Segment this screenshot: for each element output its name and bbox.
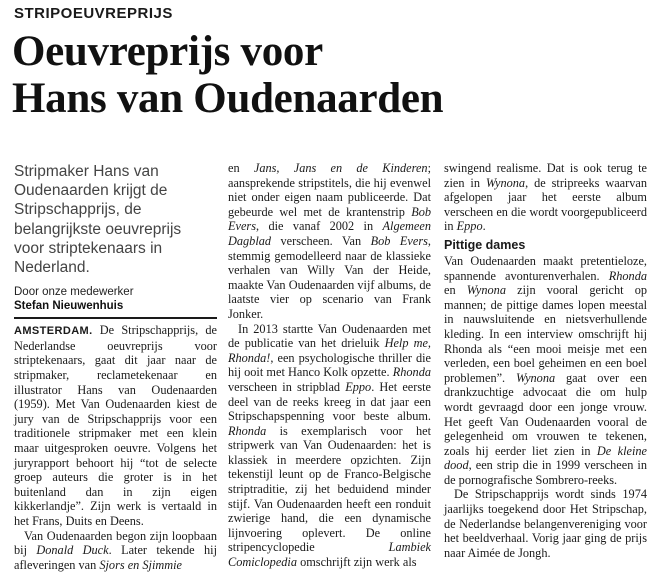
byline-author: Stefan Nieuwenhuis [14,300,124,313]
title-italic: Wynona [515,370,556,385]
title-italic: Lambiek Comiclopedia [228,540,431,570]
intro-line: Oudenaarden krijgt de [14,182,168,200]
body-paragraph [228,322,431,570]
body-text: Van Oudenaarden maakt pretentieloze, spannende avonturenverhalen. [444,253,647,283]
body-paragraph [444,254,647,488]
body-text: . [482,219,486,234]
column-2 [228,161,431,570]
title-italic: Bob Evers [370,233,428,248]
body-text: is exemplarisch voor het stripwerk van Van Oudenaarden: het is klassiek in meerdere opzichten. Zijn tekenstijl leunt op de Franco-Belgische striptraditie, zij het beduidend minder stijf. Van Oudenaarden heeft een ronduit zwierige hand, die een dynamische lijnvoering oplevert. De online stripencyclopedie [228,423,431,555]
body-text: De Stripschapprijs, de Nederlandse oeuvreprijs voor striptekenaars, gaat dit jaar naar de stripmaker, reclametekenaar en illustrator Hans van Oudenaarden (1959). Met Van Oudenaarden kiest de jury van de Stripschapprijs voor een traditionele stripmaker met een klein maar uitgesproken oeuvre. Volgens het juryrapport behoort hij “tot de selecte groep auteurs die groter is in het buitenland dan in zijn eigen kikkerlandje”. Zijn werk is vertaald in het Frans, Duits en Deens. [14,323,217,528]
title-italic: Bob Evers [228,204,431,234]
body-text: verscheen. Van [271,233,371,248]
section-kicker: STRIPOEUVREPRIJS [14,5,173,22]
body-text: , de stripreeks waarvan afgelopen jaar het eerste album verscheen en die wordt voorgepubliceerd in [444,175,647,234]
body-paragraph [14,323,217,528]
body-text: Van Oudenaarden begon zijn loopbaan bij [14,528,217,558]
subheading: Pittige dames [444,237,526,252]
intro-line: voor striptekenaars in [14,239,163,257]
title-italic: Algemeen Dagblad [228,219,431,248]
body-text: , een psychologische thriller die hij ooit met Hanco Kolk opzette. [228,350,431,380]
body-text: . Het eerste deel van de reeks kreeg in dat jaar een Stripschapspenning voor beste album. [228,379,431,424]
body-text: verscheen in stripblad [228,379,346,394]
headline [12,28,642,122]
title-italic: Rhonda [608,268,647,283]
title-italic: Eppo [456,219,483,234]
title-italic: Help me, Rhonda! [228,336,432,365]
body-text: ; aansprekende stripstitels, die hij evenwel niet onder eigen naam publiceerde. Dat gebeurde wel met de krantenstrip [228,161,431,219]
intro-line: belangrijkste oeuvreprijs [14,220,182,238]
column-1 [14,162,217,572]
body-text: en [444,283,467,298]
dateline: AMSTERDAM. [14,325,93,338]
title-italic: Rhonda [392,365,431,380]
intro-line: Stripmaker Hans van [14,163,159,180]
byline-prefix: Door onze medewerker [14,286,134,299]
title-italic: Rhonda [228,423,267,438]
body-text: omschrijft zijn werk als [297,555,417,570]
title-italic: Sjors en Sjimmie [99,557,183,572]
title-italic: Eppo [345,379,372,394]
body-text: , die vanaf 2002 in [256,219,383,234]
column-3 [444,161,647,560]
headline-line-2: Hans van Oudenaarden [12,75,444,122]
body-text: swingend realisme. Dat is ook terug te zien in [444,161,647,190]
body-paragraph [444,487,647,560]
body-paragraph [14,529,217,573]
body-text: De Stripschapprijs wordt sinds 1974 jaarlijks toegekend door Het Stripschap, de Nederlandse belangenvereniging voor het beeldverhaal. Vorig jaar ging de prijs naar Aimée de Jongh. [444,487,647,560]
body-text: en [228,161,254,175]
title-italic: Jans, Jans en de Kinderen [253,161,428,175]
body-paragraph [444,161,647,234]
body-text: gaat over een drankzuchtige advocaat die om hulp wordt gevraagd door een jonge vrouw. Het geeft Van Oudenaarden vooral de gelegenheid om vrouwen te tekenen, zoals hij eerder liet zien in [444,370,647,458]
body-text: , stemmig gemodelleerd naar de klassieke verhalen van Willy Van der Heide, maakte Van Oudenaarden vijf albums, de laatste vier op scenario van Frank Jonker. [228,233,431,321]
body-text: , een strip die in 1999 verscheen in de pornografische Sombrero-reeks. [444,458,647,487]
intro-line: Nederland. [14,259,90,277]
byline-rule [14,317,217,319]
intro-line: Stripschapprijs, de [14,201,142,219]
body-text: zijn vooral gericht op mannen; de pittige dames lopen meestal in nauwsluitende en nietsverhullende kleding. In een interview omschrijft hij Rhonda als “een mooi meisje met een verleden, een boel geheimen en een boel problemen”. [444,283,647,385]
intro-lead [14,162,217,277]
title-italic: Wynona [466,283,506,298]
title-italic: Wynona [485,175,526,190]
body-text: . Later tekende hij afleveringen van [14,543,217,572]
headline-line-1: Oeuvreprijs voor [12,28,323,75]
title-italic: De kleine dood [444,443,647,473]
body-text: In 2013 startte Van Oudenaarden met de publicatie van het drieluik [228,321,431,351]
body-paragraph [228,161,431,322]
title-italic: Donald Duck [36,543,109,558]
